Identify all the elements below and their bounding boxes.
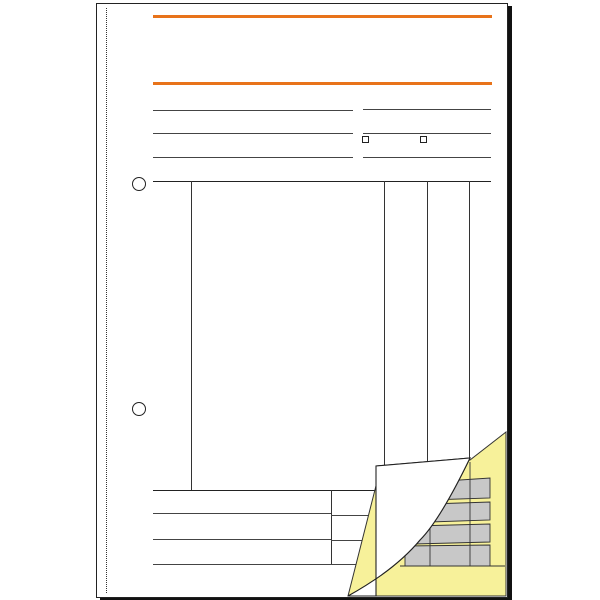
grey-cell [405,545,490,566]
